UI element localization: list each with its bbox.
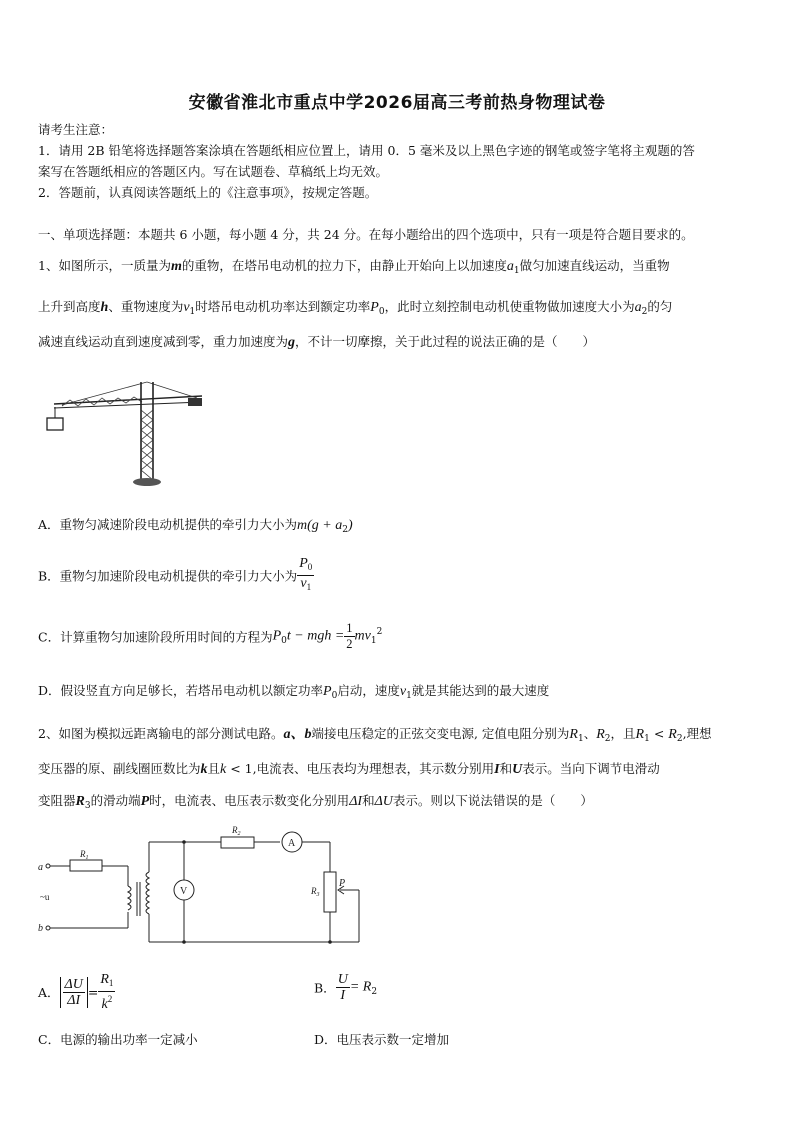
ammeter-label: A (288, 838, 296, 849)
terminal-a-label: a (38, 862, 43, 873)
q2-option-a[interactable]: A． $\frac{\Delta U}{\Delta I}$ = $\frac{R_1}{k^2}$ (38, 972, 114, 1012)
q2-option-c[interactable]: C．电源的输出功率一定减小 (38, 1032, 198, 1047)
q1-line-3: 减速直线运动直到速度减到零，重力加速度为g，不计一切摩擦，关于此过程的说法正确的是（ ） (38, 334, 596, 350)
notice-item-1a: 1．请用 2B 铅笔将选择题答案涂填在答题纸相应位置上，请用 0．5 毫米及以上黑色字迹的钢笔或签字笔将主观题的答 (38, 143, 695, 158)
q1-line-1: 1、如图所示，一质量为m的重物，在塔吊电动机的拉力下，由静止开始向上以加速度$a_1$做匀加速直线运动，当重物 (38, 258, 670, 276)
terminal-b-label: b (38, 923, 43, 934)
section-heading: 一、单项选择题：本题共 6 小题，每小题 4 分，共 24 分。在每小题给出的四个选项中，只有一项是符合题目要求的。 (38, 227, 694, 242)
circuit-diagram (34, 820, 374, 950)
q2-line-2: 变压器的原、副线圈匝数比为k且k < 1,电流表、电压表均为理想表，其示数分别用I和U表示。当向下调节电滑动 (38, 761, 660, 777)
q1-option-c[interactable]: C．计算重物匀加速阶段所用时间的方程为$P_0t$ − mgh = $\frac{1}{2}$ $mv_1^2$ (38, 621, 383, 651)
tower-crane-figure (42, 376, 212, 491)
notice-heading: 请考生注意： (38, 122, 114, 137)
page-title: 安徽省淮北市重点中学2026届高三考前热身物理试卷 (188, 93, 606, 113)
q2-line-3: 变阻器$R_3$的滑动端P时，电流表、电压表示数变化分别用ΔI和ΔU表示。则以下说法错误的是（ ） (38, 793, 593, 811)
notice-item-1b: 案写在答题纸相应的答题区内。写在试题卷、草稿纸上均无效。 (38, 164, 389, 179)
notice-item-2: 2．答题前，认真阅读答题纸上的《注意事项》，按规定答题。 (38, 185, 378, 200)
r3-label: $R_3$ (311, 886, 320, 898)
source-u-label: ~u (40, 892, 50, 902)
q2-option-d[interactable]: D．电压表示数一定增加 (314, 1032, 450, 1047)
q1-line-2: 上升到高度h、重物速度为$v_1$时塔吊电动机功率达到额定功率$P_0$，此时立刻控制电动机使重物做加速度大小为$a_2$的匀 (38, 299, 673, 317)
r2-label: $R_2$ (232, 825, 241, 837)
q1-option-b[interactable]: B．重物匀加速阶段电动机提供的牵引力大小为 $\frac{P_0}{v_1}$ (38, 556, 314, 595)
q1-option-a[interactable]: A．重物匀减速阶段电动机提供的牵引力大小为$m(g + a_2)$ (38, 517, 353, 535)
q1-option-d[interactable]: D．假设竖直方向足够长，若塔吊电动机以额定功率$P_0$启动，速度$v_1$就是其能达到的最大速度 (38, 683, 550, 701)
q2-line-1: 2、如图为模拟远距离输电的部分测试电路。a、b端接电压稳定的正弦交变电源, 定值电阻分别为$R_1$、$R_2$，且$R_1 < R_2$,理想 (38, 726, 712, 744)
voltmeter-label: V (180, 886, 188, 897)
r1-label: $R_1$ (80, 849, 89, 861)
fraction: $\frac{P_0}{v_1}$ (299, 556, 313, 592)
fraction: $\frac{1}{2}$ (346, 621, 353, 651)
slider-p-label: P (339, 878, 346, 889)
q2-option-b[interactable]: B． $\frac{U}{I}$ = $R_2$ (314, 972, 378, 1003)
